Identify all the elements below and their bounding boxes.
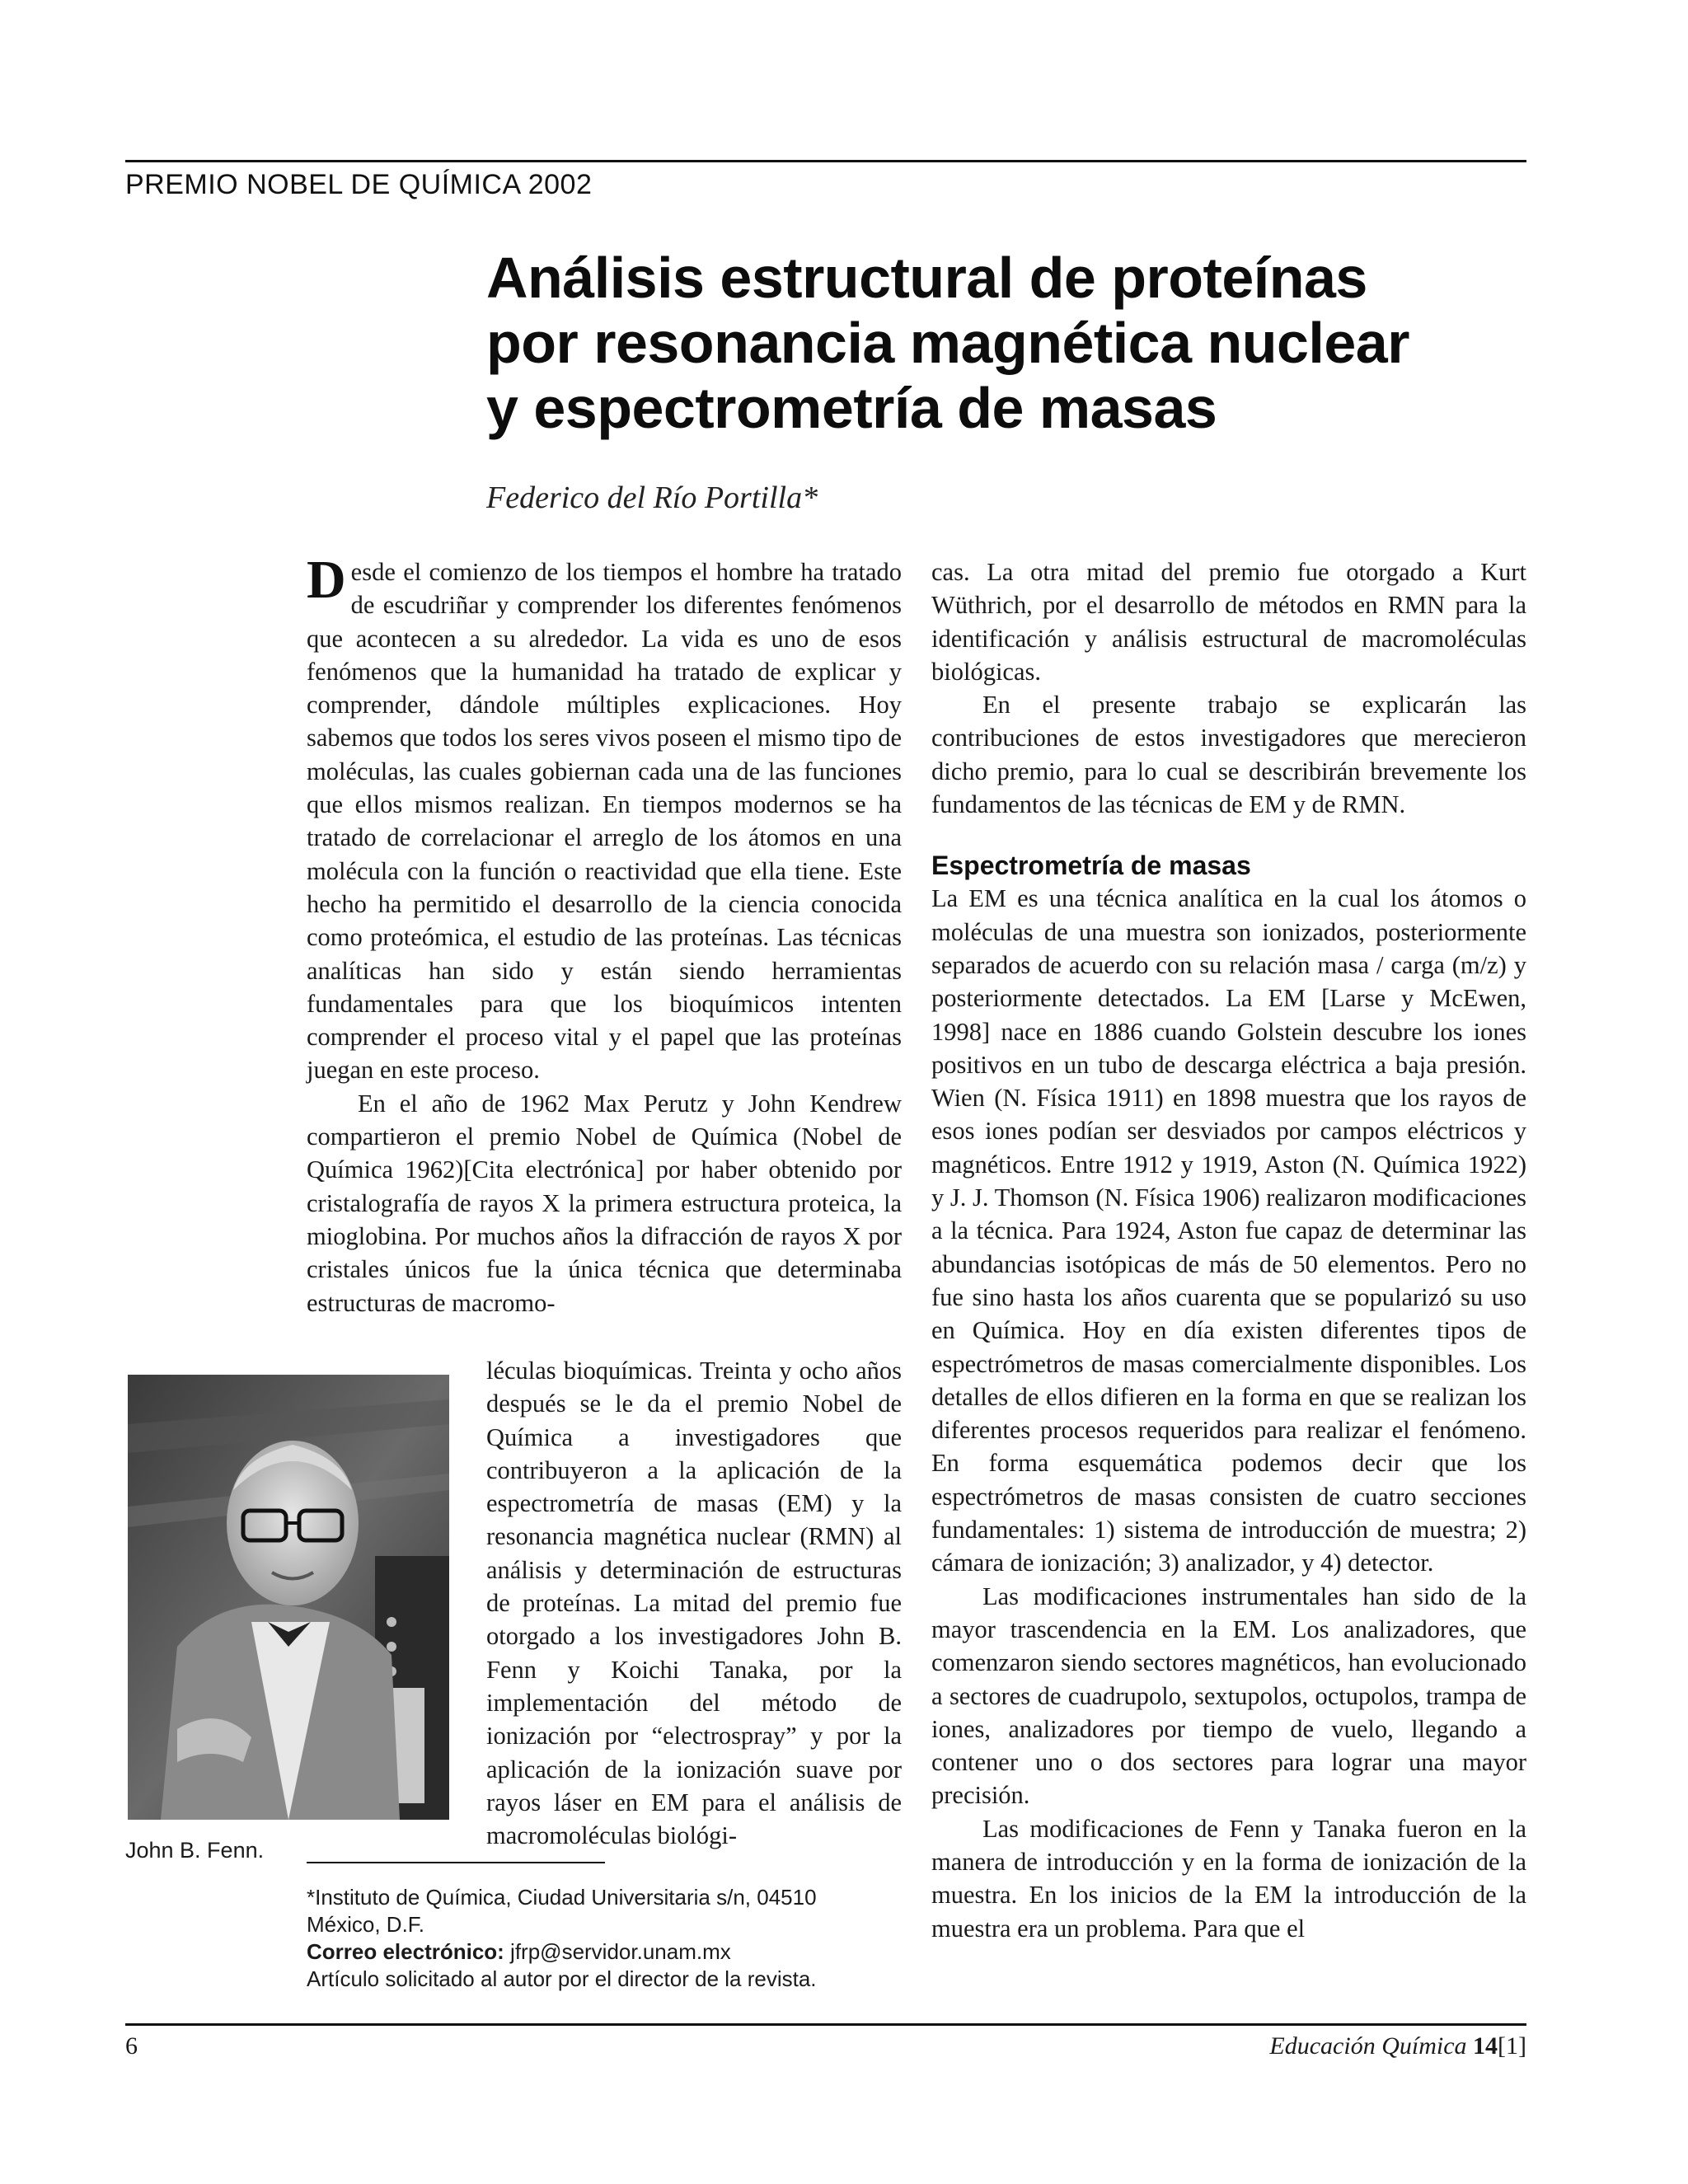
journal-name: Educación Química [1269, 2032, 1467, 2060]
title-line: por resonancia magnética nuclear [486, 311, 1409, 375]
paragraph: léculas bioquímicas. Treinta y ocho años después se le da el premio Nobel de Química a investigadores que contribuyeron a la aplicación de la espectrometría de masas (EM) y la resonancia magnética nuclear (RMN) al análisis y determinación de estructuras de proteínas. La mitad del premio fue otorgado a los investigadores John B. Fenn y Koichi Tanaka, por la implementación del método de ionización por “electrospray” y por la aplicación de la ionización suave por rayos láser en EM para el análisis de macromoléculas biológi- [486, 1357, 902, 1850]
footnote-note: Artículo solicitado al autor por el director de la revista. [307, 1966, 817, 1991]
page-number: 6 [125, 2032, 138, 2060]
footnote-email-line [307, 1938, 900, 1966]
footnote-city: México, D.F. [307, 1912, 425, 1937]
email-label: Correo electrónico: [307, 1939, 504, 1964]
right-column [931, 555, 1526, 1945]
left-column [307, 550, 902, 1319]
paragraph: En el presente trabajo se explicarán las contribuciones de estos investigadores que merecieron dicho premio, para lo cual se describirán brevemente los fundamentos de las técnicas de EM y de RMN. [931, 691, 1526, 819]
paragraph: cas. La otra mitad del premio fue otorgado a Kurt Wüthrich, por el desarrollo de métodos en RMN para la identificación y análisis estructural de macromoléculas biológicas. [931, 558, 1526, 686]
journal-issue: [1] [1498, 2032, 1526, 2060]
email-address: jfrp@servidor.unam.mx [504, 1939, 731, 1964]
portrait-photo [128, 1375, 449, 1820]
paragraph: En el año de 1962 Max Perutz y John Kendrew compartieron el premio Nobel de Química (Nobel de Química 1962)[Cita electrónica] por haber obtenido por cristalografía de rayos X la primera estructura proteica, la mioglobina. Por muchos años la difracción de rayos X por cristales únicos fue la única técnica que determinaba estructuras de macromo- [307, 1089, 902, 1317]
drop-cap: D [307, 550, 346, 610]
paragraph [307, 550, 902, 1087]
journal-reference [1269, 2032, 1526, 2060]
title-line: Análisis estructural de proteínas [486, 246, 1367, 310]
title-line: y espectrometría de masas [486, 376, 1217, 440]
portrait-image [128, 1375, 449, 1820]
footnote-rule [307, 1862, 605, 1863]
author-name: Federico del Río Portilla* [486, 480, 818, 515]
photo-caption: John B. Fenn. [125, 1838, 265, 1863]
paragraph: La EM es una técnica analítica en la cual los átomos o moléculas de una muestra son ionizados, posteriormente separados de acuerdo con su relación masa / carga (m/z) y posteriormente detectados. La EM [Larse y McEwen, 1998] nace en 1886 cuando Golstein descubre los iones positivos en un tubo de descarga eléctrica a baja presión. Wien (N. Física 1911) en 1898 muestra que los rayos de esos iones podían ser desviados por campos eléctricos y magnéticos. Entre 1912 y 1919, Aston (N. Química 1922) y J. J. Thomson (N. Física 1906) realizaron modificaciones a la técnica. Para 1924, Aston fue capaz de determinar las abundancias isotópicas de más de 50 elementos. Pero no fue sino hasta los años cuarenta que se popularizó su uso en Química. Hoy en día existen diferentes tipos de espectrómetros de masas comercialmente disponibles. Los detalles de ellos difieren en la forma en que se realizan los diferentes procesos requeridos para realizar el fenómeno. En forma esquemática podemos decir que los espectrómetros de masas consisten de cuatro secciones fundamentales: 1) sistema de introducción de muestra; 2) cámara de ionización; 3) analizador, y 4) detector. [931, 884, 1526, 1577]
footnote-affiliation: *Instituto de Química, Ciudad Universitaria s/n, 04510 [307, 1885, 817, 1910]
paragraph: Las modificaciones de Fenn y Tanaka fueron en la manera de introducción y en la forma de ionización de la muestra. En los inicios de la EM la introducción de la muestra era un problema. Para que el [931, 1814, 1526, 1943]
journal-volume: 14 [1473, 2032, 1498, 2060]
paragraph: Las modificaciones instrumentales han sido de la mayor trascendencia en la EM. Los analizadores, que comenzaron siendo sectores magnéticos, han evolucionado a sectores de cuadrupolo, sextupolos, octupolos, trampa de iones, analizadores por tiempo de vuelo, llegando a contener uno o dos sectores para lograr una mayor precisión. [931, 1582, 1526, 1810]
header-rule [125, 160, 1526, 162]
paragraph-text: esde el comienzo de los tiempos el hombre ha tratado de escudriñar y comprender los diferentes fenómenos que acontecen a su alrededor. La vida es uno de esos fenómenos que la humanidad ha tratado de explicar y comprender, dándole múltiples explicaciones. Hoy sabemos que todos los seres vivos poseen el mismo tipo de moléculas, las cuales gobiernan cada una de las funciones que ellos mismos realizan. En tiempos modernos se ha tratado de correlacionar el arreglo de los átomos en una molécula con la función o reactividad que ella tiene. Este hecho ha permitido el desarrollo de la ciencia conocida como proteómica, el estudio de las proteínas. Las técnicas analíticas han sido y están siendo herramientas fundamentales para que los bioquímicos intenten comprender el proceso vital y el papel que las proteínas juegan en este proceso. [307, 558, 902, 1085]
footnote [307, 1884, 900, 1993]
article-title [486, 246, 1500, 441]
left-column-wrapped [486, 1354, 902, 1852]
footer-rule [125, 2023, 1526, 2026]
section-label: PREMIO NOBEL DE QUÍMICA 2002 [125, 169, 593, 200]
section-heading: Espectrometría de masas [931, 851, 1251, 881]
